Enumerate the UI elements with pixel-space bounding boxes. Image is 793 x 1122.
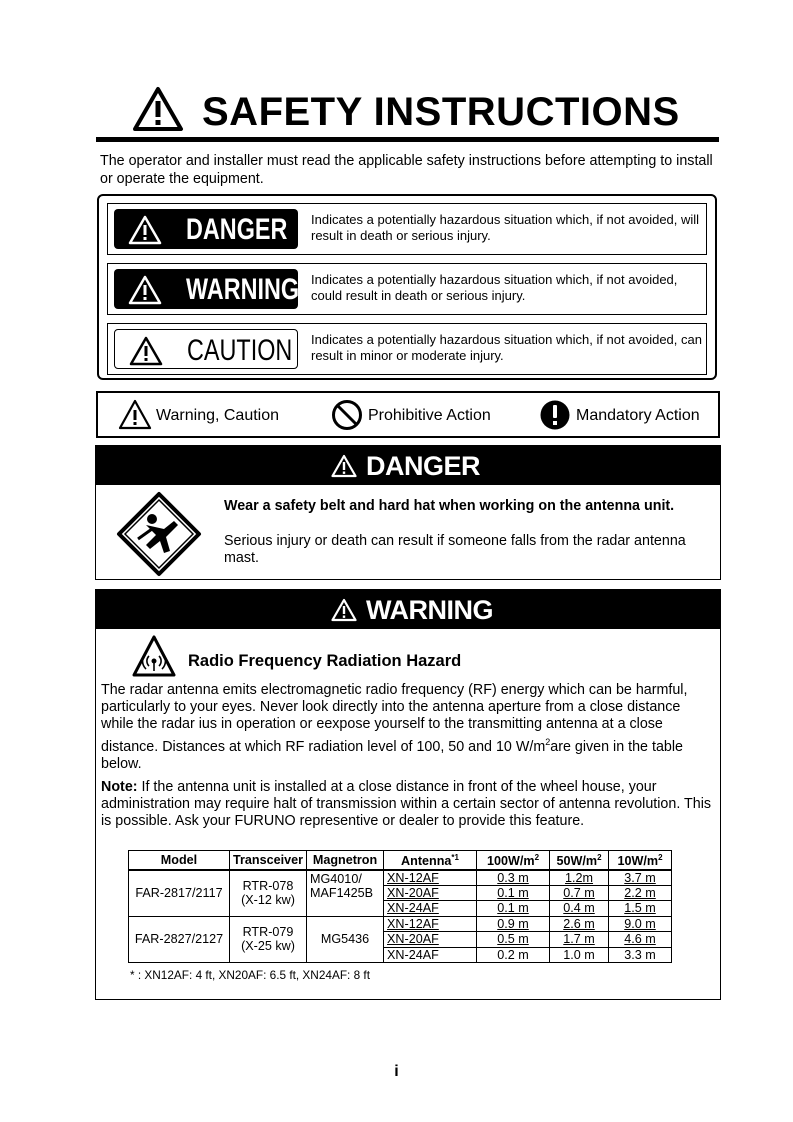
legend-row-danger <box>107 203 707 255</box>
warning-triangle-icon <box>129 336 163 366</box>
d10-cell: 9.0 m <box>609 916 672 931</box>
magnetron-name-2: MAF1425B <box>310 886 374 900</box>
caution-description: Indicates a potentially hazardous situation which, if not avoided, can result in minor or moderate injury. <box>311 332 702 363</box>
d100-cell: 0.9 m <box>477 916 550 931</box>
col-antenna <box>384 851 477 870</box>
transceiver-power: (X-25 kw) <box>241 939 295 954</box>
d50-cell: 0.7 m <box>550 886 609 901</box>
title-divider <box>96 137 719 142</box>
rf-hazard-title: Radio Frequency Radiation Hazard <box>188 652 462 670</box>
danger-consequence: Serious injury or death can result if someone falls from the radar antenna mast. <box>224 533 686 566</box>
d10-cell: 4.6 m <box>609 932 672 947</box>
intro-text: The operator and installer must read the applicable safety instructions before attempting to install or operate the equipment. <box>100 153 713 187</box>
model-cell: FAR-2827/2127 <box>129 916 230 962</box>
warning-panel-title: WARNING <box>366 595 493 625</box>
d10-cell: 2.2 m <box>609 886 672 901</box>
warning-panel-header <box>96 590 720 629</box>
d100-cell: 0.2 m <box>477 947 550 962</box>
legend-row-caution <box>107 323 707 375</box>
danger-instruction: Wear a safety belt and hard hat when working on the antenna unit. <box>224 498 675 514</box>
warning-badge <box>114 269 298 309</box>
antenna-cell: XN-24AF <box>384 947 477 962</box>
d10-cell: 3.7 m <box>609 870 672 886</box>
warning-description: Indicates a potentially hazardous situation which, if not avoided, could result in death or serious injury. <box>311 272 678 303</box>
d50-cell: 2.6 m <box>550 916 609 931</box>
d100-cell: 0.3 m <box>477 870 550 886</box>
d100-cell: 0.1 m <box>477 901 550 916</box>
antenna-cell: XN-20AF <box>384 886 477 901</box>
symbol-prohibitive-label: Prohibitive Action <box>368 407 491 424</box>
d50-cell: 1.2m <box>550 870 609 886</box>
danger-word: DANGER <box>186 213 288 246</box>
rf-distance-table <box>128 850 672 963</box>
rf-text-main: The radar antenna emits electromagnetic radio frequency (RF) energy which can be harmful, particularly to your eyes. Never look directly into the antenna aperture from a close distance while the radar ius in operation or eexpose yourself to the transmitting antenna at a close distance. Distances at which RF radiation level of 100, 50 and 10 W/m <box>101 682 688 755</box>
page-title: SAFETY INSTRUCTIONS <box>202 90 680 134</box>
magnetron-cell: MG5436 <box>307 916 384 962</box>
transceiver-cell <box>230 870 307 917</box>
transceiver-name: RTR-079 <box>242 925 294 940</box>
note-text <box>101 779 713 831</box>
danger-panel <box>95 445 721 580</box>
col-magnetron: Magnetron <box>307 851 384 870</box>
note-body: If the antenna unit is installed at a close distance in front of the wheel house, your administration may require halt of transmission within a certain sector of antenna revolution. This is possible. Ask your FURUNO representive or dealer to provide this feature. <box>101 779 712 830</box>
d50-cell: 1.0 m <box>550 947 609 962</box>
note-label: Note: <box>101 779 138 795</box>
fall-hazard-icon <box>116 491 202 577</box>
d100-cell: 0.1 m <box>477 886 550 901</box>
col-100w-label: 100W/m <box>486 854 535 869</box>
antenna-cell: XN-20AF <box>384 932 477 947</box>
warning-triangle-icon <box>331 454 357 478</box>
unit-sup: 2 <box>534 853 540 862</box>
warning-triangle-icon <box>132 86 184 132</box>
transceiver-name: RTR-078 <box>242 878 294 893</box>
col-50w <box>550 851 609 870</box>
warning-triangle-icon <box>128 275 162 305</box>
antenna-cell: XN-24AF <box>384 901 477 916</box>
symbol-legend <box>96 391 720 438</box>
transceiver-cell <box>230 916 307 962</box>
antenna-cell: XN-12AF <box>384 916 477 931</box>
danger-description: Indicates a potentially hazardous situation which, if not avoided, will result in death or serious injury. <box>311 212 700 243</box>
col-50w-label: 50W/m <box>556 854 598 869</box>
col-antenna-label: Antenna <box>401 854 452 869</box>
d10-cell: 3.3 m <box>609 947 672 962</box>
unit-sup: 2 <box>597 853 602 862</box>
caution-word: CAUTION <box>187 334 293 367</box>
prohibited-icon <box>330 399 364 431</box>
transceiver-power: (X-12 kw) <box>241 893 295 908</box>
page-number: i <box>394 1063 399 1080</box>
signal-word-legend <box>97 194 717 380</box>
table-row <box>129 916 672 931</box>
magnetron-name: MG4010/ <box>310 871 362 886</box>
d10-cell: 1.5 m <box>609 901 672 916</box>
col-100w <box>477 851 550 870</box>
rf-text-sup: 2 <box>545 736 551 747</box>
table-footnote: * : XN12AF: 4 ft, XN20AF: 6.5 ft, XN24AF: 8 ft <box>130 968 370 982</box>
table-header-row <box>129 851 672 870</box>
col-10w-label: 10W/m <box>617 854 659 869</box>
symbol-warning-label: Warning, Caution <box>156 407 280 424</box>
danger-panel-title: DANGER <box>366 451 481 481</box>
table-row <box>129 870 672 886</box>
mandatory-icon <box>538 399 572 431</box>
rf-radiation-icon <box>132 635 176 679</box>
antenna-cell: XN-12AF <box>384 870 477 886</box>
d100-cell: 0.5 m <box>477 932 550 947</box>
col-model: Model <box>129 851 230 870</box>
model-cell: FAR-2817/2117 <box>129 870 230 917</box>
warning-panel <box>95 589 721 1000</box>
col-transceiver: Transceiver <box>230 851 307 870</box>
warning-triangle-icon <box>128 215 162 245</box>
danger-badge <box>114 209 298 249</box>
symbol-mandatory-label: Mandatory Action <box>576 407 700 424</box>
rf-hazard-text <box>101 682 713 773</box>
col-antenna-mark: *1 <box>451 853 459 862</box>
d50-cell: 0.4 m <box>550 901 609 916</box>
unit-sup: 2 <box>658 853 663 862</box>
caution-badge <box>114 329 298 369</box>
danger-panel-header <box>96 446 720 485</box>
col-10w <box>609 851 672 870</box>
page-header <box>96 84 719 142</box>
warning-triangle-icon <box>331 598 357 622</box>
legend-row-warning <box>107 263 707 315</box>
magnetron-cell <box>307 870 384 917</box>
rf-text-tail: are given in the table below. <box>101 738 683 772</box>
d50-cell: 1.7 m <box>550 932 609 947</box>
warning-word: WARNING <box>186 273 300 306</box>
warning-triangle-icon <box>118 399 152 431</box>
